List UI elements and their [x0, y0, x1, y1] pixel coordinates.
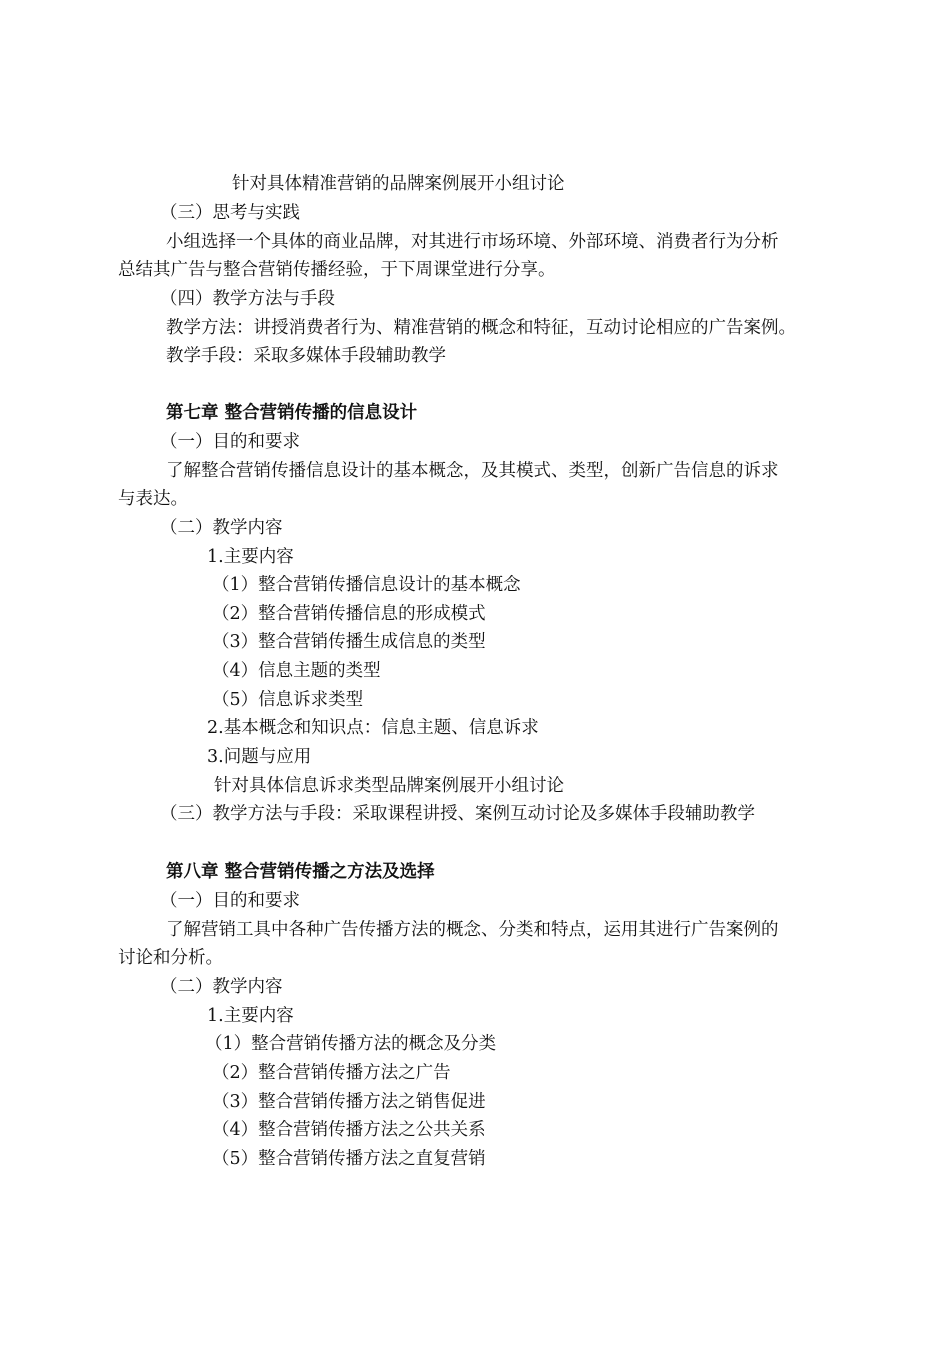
text-line: 教学手段：采取多媒体手段辅助教学 — [166, 346, 446, 366]
section-heading: （一）目的和要求 — [160, 432, 300, 452]
list-item: （3）整合营销传播生成信息的类型 — [212, 632, 486, 652]
section-heading: （三）教学方法与手段：采取课程讲授、案例互动讨论及多媒体手段辅助教学 — [160, 804, 755, 824]
text-line: 了解营销工具中各种广告传播方法的概念、分类和特点，运用其进行广告案例的 — [166, 920, 779, 940]
subsection-heading: 2.基本概念和知识点：信息主题、信息诉求 — [207, 718, 539, 738]
chapter-title: 第七章 整合营销传播的信息设计 — [166, 403, 418, 423]
section-heading: （一）目的和要求 — [160, 891, 300, 911]
list-item: （5）信息诉求类型 — [212, 690, 364, 710]
list-item: （4）信息主题的类型 — [212, 661, 381, 681]
subsection-heading: 1.主要内容 — [207, 1006, 294, 1026]
chapter-title: 第八章 整合营销传播之方法及选择 — [166, 862, 435, 882]
text-line: 讨论和分析。 — [118, 948, 223, 968]
text-line: 与表达。 — [118, 489, 188, 509]
text-line: 小组选择一个具体的商业品牌，对其进行市场环境、外部环境、消费者行为分析 — [166, 232, 779, 252]
text-line: 针对具体精准营销的品牌案例展开小组讨论 — [232, 174, 565, 194]
text-line: 了解整合营销传播信息设计的基本概念，及其模式、类型，创新广告信息的诉求 — [166, 461, 779, 481]
list-item: （1）整合营销传播方法的概念及分类 — [205, 1034, 497, 1054]
text-line: 总结其广告与整合营销传播经验，于下周课堂进行分享。 — [118, 260, 556, 280]
list-item: （2）整合营销传播方法之广告 — [212, 1063, 451, 1083]
section-heading: （四）教学方法与手段 — [160, 289, 335, 309]
text-line: 教学方法：讲授消费者行为、精准营销的概念和特征，互动讨论相应的广告案例。 — [166, 318, 796, 338]
section-heading: （二）教学内容 — [160, 977, 283, 997]
text-line: 针对具体信息诉求类型品牌案例展开小组讨论 — [214, 776, 564, 796]
section-heading: （三）思考与实践 — [160, 203, 300, 223]
subsection-heading: 3.问题与应用 — [207, 747, 312, 767]
list-item: （4）整合营销传播方法之公共关系 — [212, 1120, 486, 1140]
list-item: （2）整合营销传播信息的形成模式 — [212, 604, 486, 624]
list-item: （5）整合营销传播方法之直复营销 — [212, 1149, 486, 1169]
section-heading: （二）教学内容 — [160, 518, 283, 538]
list-item: （3）整合营销传播方法之销售促进 — [212, 1092, 486, 1112]
list-item: （1）整合营销传播信息设计的基本概念 — [212, 575, 521, 595]
subsection-heading: 1.主要内容 — [207, 547, 294, 567]
